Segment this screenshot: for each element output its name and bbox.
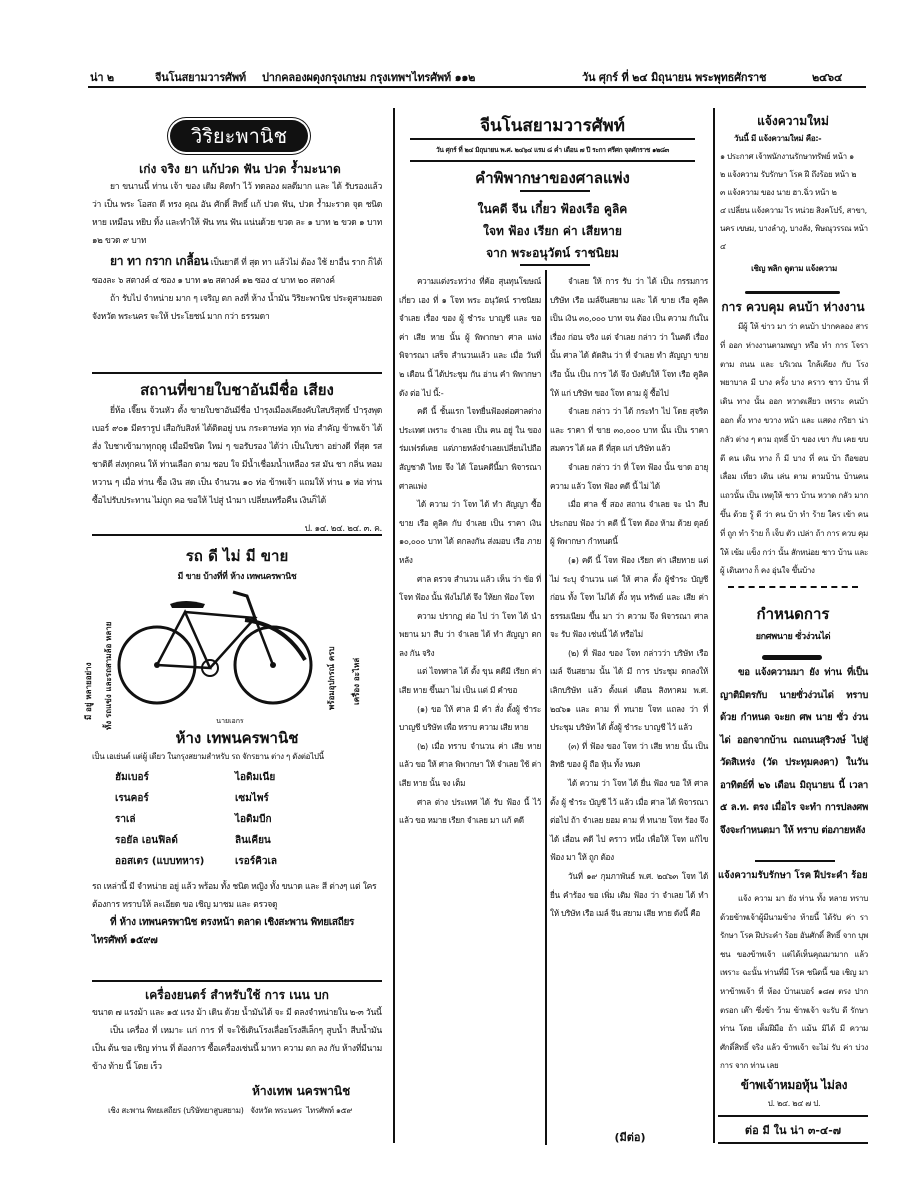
article-para: ได้ ความ ว่า โจท ได้ ทำ สัญญา ซื้อ ขาย เรือ คูลิค กับ จำเลย เป็น ราคา เงิน ๑๐,๐๐๐ บาท ได้ ตกลงกัน ส่งมอบ เรือ ภาย หลัง [399, 499, 541, 565]
header-year: ๒๔๖๔ [812, 71, 843, 84]
madhorse-title: การ ควบคุม คนบ้า ห่างงาน [721, 300, 865, 314]
notice-box [720, 130, 868, 278]
bicycle-side-text-1: มี อยู่ หลายอย่าง [84, 662, 93, 720]
madhorse-body: มีผู้ ให้ ข่าว มา ว่า คนบ้า ปากคลอง สาร ที่ ออก ห่างงานตามพญา หรือ ทำ การ โจรา ตาม ถนน และ บริเวณ ใกล้เคียง กับ โรง พยาบาล มี บาง ครั้ง บาง คราว ชาว บ้าน ที่ เดิน ทาง นั้น ออก หวาดเสียว เพราะ คนบ้า ออก ตั้ง ทาง ขวาง หน้า และ แสดง กริยา น่า กลัว ต่าง ๆ ตาม ฤทธิ์ บ้า ของ เขา กับ เคย ขบ ตี คน เดิน ทาง ก็ มี บาง ที่ คน บ้า ถือขอบเลื่อม เที่ยว เดิน เล่น ตาม ตามบ้าน บ้านคน แถวนั้น เป็น เหตุให้ ชาว บ้าน หวาด กลัว มาก ขึ้น ด้วย รู้ ดี ว่า คน บ้า ทำ ร้าย ใคร เข้า คน ที่ ถูก ทำ ร้าย ก็ เจ็บ ตัว เปล่า ถ้า การ ควบ คุม ให้ เข้ม แข็ง กว่า นั้น สักหน่อย ชาว บ้าน และ ผู้ เดินทาง ก็ คง อุ่นใจ ขึ้นบ้าง [720, 322, 868, 576]
issue-item: (๓) ที่ ฟ้อง ของ โจท ว่า เสีย หาย นั้น เป็น สิทธิ ของ ผู้ ถือ หุ้น ทั้ง หมด [550, 740, 708, 770]
article-sub-1: ในคดี จีน เกี๋ยว ฟ้องเรือ คูลิค [477, 202, 628, 216]
column-divider-2 [545, 270, 547, 1145]
brand-item: ลินเคียน [235, 835, 271, 846]
header-date: วัน ศุกร์ ที่ ๒๔ มิถุนายน พระพุทธศักราช [582, 71, 767, 84]
dateline-rule [410, 160, 695, 162]
engine-ad [92, 1004, 382, 1076]
tea-ad [92, 402, 382, 538]
paper-title: จีนโนสยามวารศัพท์ [480, 116, 625, 136]
madhorse-article [720, 318, 868, 581]
ornament-bar [762, 655, 822, 660]
sub-underline [520, 264, 590, 266]
article-para: ศาล ต่าง ประเทศ ได้ รับ ฟ้อง นี้ ไว้ แล้ว ขอ หมาย เรียก จำเลย มา แก้ คดี [399, 796, 541, 826]
viriya-ad [92, 178, 382, 326]
brand-item: เซมไพร์ [235, 793, 269, 804]
masthead-rule [88, 86, 866, 88]
engine-para-2: เป็น เครื่อง ที่ เหมาะ แก่ การ ที่ จะใช้เดินโรงเลื่อยโรงสีเล็กๆ สูบน้ำ สีบน้ำมัน เป็น ต้น ขอ เชิญ ท่าน ที่ ต้องการ ซื้อเครื่องเช่นนี้ มาหา ความ ตก ลง กับ ห้างที่มีนาม ข้าง ท้าย นี้ โดย เร็ว [92, 1026, 382, 1072]
title-rule [410, 138, 695, 140]
engine-city: จังหวัด พระนคร [250, 1106, 302, 1115]
header-phone: ไทรศัพท์ ๑๑๒ [412, 71, 476, 84]
article-para: จำเลย กล่าว ว่า ได้ กระทำ ไป โดย สุจริต และ ราคา ที่ ขาย ๓๐,๐๐๐ บาท นั้น เป็น ราคา สมควร ได้ ผล ดี ที่สุด แก่ บริษัท แล้ว [550, 406, 708, 454]
section-rule [718, 1142, 868, 1144]
article-para: จำเลย ให้ การ รับ ว่า ได้ เป็น กรรมการ บริษัท เรือ เมล์จีนสยาม และ ได้ ขาย เรือ คูลิค เป็น เงิน ๓๐,๐๐๐ บาท จน ต้อง เป็น ความ กันในเรื่อง ก่อน จริง แต่ จำเลย กล่าว ว่า ในคดี เรื่อง นั้น ศาล ได้ ตัดสิน ว่า ที่ จำเลย ทำ สัญญา ขาย เรือ นั้น เป็น การ ได้ จึง บังคับให้ โจท เรือ คูลิค ให้ แก่ บริษัท ของ โจท ตาม ผู้ ซื้อไป [550, 276, 708, 398]
bicycle-side-text-3: พร้อมอุปกรณ์ ครบ [327, 646, 336, 710]
issue-item: (๑) คดี นี้ โจท ฟ้อง เรียก ค่า เสียหาย แต่ ไม่ ระบุ จำนวน แต่ ให้ ศาล ตั้ง ผู้ชำระ บัญชี ก่อน ทั้ง โจท ไม่ได้ ตั้ง ทุน ทรัพย์ และ เสีย ค่า ธรรมเนียม ขึ้น มา ว่า ความ จึง พิจารณา ศาล จะ รับ ฟ้อง เช่นนี้ ได้ หรือไม่ [550, 554, 708, 640]
clinic-signature: ข้าพเจ้าหมอหุ้น ไม่ลง [740, 1077, 848, 1092]
bicycle-phone: ไทรศัพท์ ๑๕๙๗ [92, 935, 158, 946]
viriya-para-1: ยา ขนานนี้ ท่าน เจ้า ของ เดิม คิดทำ ไว้ ทดลอง ผลดีมาก และ ได้ รับรองแล้วว่า เป็น พระ โอสถ ดี ทรง คุณ อัน ศักดิ์ สิทธิ์ แก้ ปวด ฟัน, ปวด ร้ำมะราด จุด ชนิด หาย เหมือน หยิบ ทิ้ง และทำให้ ฟัน ทน ฟัน แน่นด้วย ขวด ละ ๑ บาท ๒ ขวด ๑ บาท ๑๒ ขวด ๙ บาท [92, 182, 382, 246]
notice-title: แจ้งความใหม่ [757, 114, 829, 128]
article-para: วันที่ ๑๙ กุมภาพันธ์ พ.ศ. ๒๔๖๓ โจท ได้ ยื่น คำร้อง ขอ เพิ่ม เติม ฟ้อง ว่า จำเลย ได้ ทำ ให้ บริษัท เรือ เมล์ จีน สยาม เสีย หาย ดังนี้ คือ [550, 871, 708, 919]
brand-item: ฮัมเบอร์ [115, 772, 149, 783]
section-rule [92, 534, 382, 536]
header-office: ปากคลองผดุงกรุงเกษม กรุงเทพฯ [262, 71, 411, 84]
header-paper-name: จีนโนสยามวารศัพท์ [155, 71, 246, 84]
clinic-title: แจ้งความรับรักษา โรค ฝีประคำ ร้อย [718, 870, 868, 881]
tea-sign: ป. ๑๔. ๒๔. ๒๔. ๓. ค. [304, 524, 382, 534]
funeral-notice [720, 662, 868, 842]
section-rule [92, 980, 382, 982]
notice-item: ๔ เปลี่ยน แจ้งความ ไร หน่วย สิงคโปร์, สาขา, นคร เขษม, บางลำภู, บางลัง, พิษณุวรรณ หน้า ๔ [720, 206, 868, 251]
notice-intro: วันนี้ มี แจ้งความใหม่ คือ:- [734, 134, 822, 143]
article-para: ศาล ตรวจ สำนวน แล้ว เห็น ว่า ข้อ ที่ โจท ฟ้อง นั้น ฟังไม่ได้ จึง ให้ยก ฟ้อง โจท [399, 573, 541, 603]
column-divider-1 [393, 108, 395, 1143]
funeral-body: ขอ แจ้งความมา ยัง ท่าน ที่เป็น ญาติมิตรกับ นายซั่วง่วนได่ ทราบ ด้วย กำหนด จะยก ศพ นาย ซั่ว ง่วนได่ ออกจากบ้าน ณถนนสุริวงษ์ ไปสู่ วัดสิเหร่ง (วัด ประทุมคงคา) ในวันอาทิตย์ที่ ๒๖ เดือน มิถุนายน นี้ เวลา ๕ ล.ท. ตรง เมื่อไร จะทำ การปลงศพ จึงจะกำหนดมา ให้ ทราบ ต่อภายหลัง [720, 667, 868, 836]
funeral-title: กำหนดการ [756, 605, 830, 623]
brand-item: ไอดิมบีก [235, 814, 272, 825]
bicycle-illustration [115, 590, 315, 710]
clinic-notice [720, 890, 868, 1113]
brand-item: เรนคอร์ [115, 793, 149, 804]
notice-item: ๓ แจ้งความ ของ นาย ฮา.ฉิ่ว หน้า ๒ [720, 188, 837, 197]
claim-item: (๑) ขอ ให้ ศาล มี คำ สั่ง ตั้งผู้ ชำระ บาญชี บริษัท เพื่อ ทราบ ความ เสีย หาย [399, 703, 541, 733]
article-para: ความแต่งระหว่าง ที่ค้อ สุนทุนโฆษณ์เกี่ยว เอง ที่ ๑ โจท พระ อนุวัตน์ ราชนิยม จำเลย เรื่อง ของ ผู้ ชำระ บาญชี และ ขอ ค่า เสีย หาย นั้น ผู้ พิพากษา ศาล แพ่ง พิจารณา เสร็จ สำนวนแล้ว และ เมื่อ วันที่ ๒ เดือน นี้ ได้ประชุม กัน อ่าน คำ พิพากษา ดัง ต่อ ไป นี้:- [399, 276, 541, 398]
notice-footer: เชิญ พลิก ดูตาม แจ้งความ [751, 264, 837, 273]
brand-item: ออสเตร (แบบทหาร) [115, 856, 205, 867]
clinic-body: แจ้ง ความ มา ยัง ท่าน ทั้ง หลาย ทราบ ด้วยข้าพเจ้าผู้มีนามข้าง ท้ายนี้ ได้รับ ค่า รา รักษา โรค ฝีประคำ ร้อย อันศักดิ์ สิทธิ์ จาก บุพชน ของข้าพเจ้า แต่ได้เห็นคุณมามาก แล้ว เพราะ ฉะนั้น ท่านที่มี โรค ชนิดนี้ ขอ เชิญ มา หาข้าพเจ้า ที่ ห้อง บ้านเบอร์ ๑๘๗ ตรง ปากตรอก เต๊า ซึ่งข้า ว้าม ข้าพเจ้า จะรับ ดี รักษา ท่าน โดย เต็มฝีมือ ถ้า แม้น มิได้ มี ความ ศักดิ์สิทธิ์ จริง แล้ว ข้าพเจ้า จะไม่ รับ ค่า บ่วง การ จาก ท่าน เลย [720, 894, 868, 1071]
bicycle-title: รถ ดี ไม่ มี ขาย [185, 547, 289, 565]
ornament-rule [728, 586, 858, 590]
article-sub-3: จาก พระอนุวัตน์ ราชนิยม [486, 246, 619, 260]
headline-underline [520, 190, 590, 192]
article-para: แต่ ไจทศาล ได้ ตั้ง ขุน คดีมี เรียก ค่า เสีย หาย ขึ้นมา ไม่ เป็น แต่ มี คำขอ [399, 666, 541, 696]
brand-item: ไอดิมเนีย [235, 772, 276, 783]
article-sub-2: ใจท ฟ้อง เรียก ค่า เสียหาย [483, 224, 622, 238]
article-para: ความ ปรากฏ ต่อ ไป ว่า โจท ได้ นำ พยาน มา สืบ ว่า จำเลย ได้ ทำ สัญญา ตก ลง กัน จริง [399, 610, 541, 658]
bicycle-maker-label: นายเอกร [216, 717, 244, 725]
article-left-column [399, 272, 541, 830]
bicycle-subtitle: มี ขาย บ้างที่ที่ ห้าง เทพนครพานิช [177, 572, 297, 582]
viriya-brand-banner: วิริยะพานิช [170, 120, 308, 152]
article-para: ได้ ความ ว่า โจท ได้ ยื่น ฟ้อง ขอ ให้ ศาล ตั้ง ผู้ ชำระ บัญชี ไว้ แล้ว เมื่อ ศาล ได้ พิจารณา ต่อไป ถ้า จำเลย ยอม ตาม ที่ ทนาย โจท ร้อง จึง ได้ เลื่อน คดี ไป คราว หนึ่ง เพื่อให้ โจท แก้ไข ฟ้อง มา ให้ ถูก ต้อง [550, 778, 708, 863]
viriya-subhead: ยา ทา กราก เกลื้อน [110, 254, 209, 268]
bicycle-side-text-2: ทั้ง รถแข่ง และรถสามล้อ หลาย [104, 621, 113, 730]
viriya-para-3: ถ้า รับไป จำหน่าย มาก ๆ เจริญ ตก ลงที่ ห้าง น้ำมัน วิริยะพานิช ประตูสามยอด จังหวัด พระนคร จะให้ ประโยชน์ มาก กว่า ธรรมดา [92, 294, 382, 322]
viriya-para-2: เป็นยาดี ที่ สุด ทา แล้วไม่ ต้อง ใช้ ยาอื่น ราก ก็ได้ ซองละ ๖ สตางค์ ๔ ซอง ๑ บาท ๑๒ สตางค์ ๑๒ ซอง ๔ บาท ๒๐ สตางค์ [92, 258, 382, 286]
issue-item: (๒) ที่ ฟ้อง ของ โจท กล่าวว่า บริษัท เรือเมล์ จีนสยาม นั้น ได้ มี การ ประชุม ตกลงให้ เลิกบริษัท แล้ว ตั้งแต่ เดือน สิงหาคม พ.ศ. ๒๔๖๑ และ ตาม ที่ ทนาย โจท แถลง ว่า ที่ ประชุม บริษัท ได้ ตั้งผู้ ชำระ บาญชี ไว้ แล้ว [550, 647, 708, 733]
bicycle-footer [92, 878, 382, 950]
bicycle-para: รถ เหล่านี้ มี จำหน่าย อยู่ แล้ว พร้อม ทั้ง ชนิด หญิง ทั้ง ขนาด และ สี ต่างๆ แต่ ใคร ต้องการ ทราบให้ ละเอียด ขอ เชิญ มาชม และ ตรวจดู [92, 882, 377, 910]
clinic-sign-code: ป. ๒๔. ๒๔ ๗ ป. [767, 1098, 821, 1108]
engine-contact [108, 1102, 388, 1120]
ornament-rule [745, 291, 840, 294]
notice-item: ๒ แจ้งความ รับรักษา โรค ฝี ถึงร้อย หน้า ๒ [720, 170, 857, 179]
notice-item: ๑ ประกาศ เจ้าพนักงานรักษาทรัพย์ หน้า ๑ [720, 152, 854, 161]
column-divider-3 [713, 108, 715, 1143]
section-rule [718, 1115, 868, 1117]
engine-para-1: ขนาด ๗ แรงม้า และ ๑๕ แรง ม้า เดิน ด้วย น้ำมันได้ จะ มี ตลงจำหน่ายใน ๒-๓ วันนี้ [92, 1008, 382, 1018]
continued-note: ต่อ มี ใน น่า ๓-๔-๗ [744, 1124, 842, 1137]
bicycle-address: ที่ ห้าง เทพนครพานิช ตรงหน้า ตลาด เชิงสะพาน พิทยเสถียร [110, 917, 355, 928]
bicycle-intro: เป็น เอเย่นต์ แต่ผู้ เดียว ในกรุงสยามสำหรับ รถ จักรยาน ต่าง ๆ ดังต่อไปนี้ [92, 752, 324, 761]
bicycle-side-text-4: เครื่อง อะไหล่ [352, 657, 361, 705]
dateline: วัน ศุกร์ ที่ ๒๔ มิถุนายน พ.ศ. ๒๔๖๔ แรม ๘ ค่ำ เดือน ๗ ปี ระกา ศรีศก จุลศักราช ๑๒๘๓ [435, 146, 669, 154]
continued-label: (มีต่อ) [600, 1128, 660, 1146]
tea-body: ยี่ห้อ เจี๊ยน จ้วนหัว ตั้ง ขายใบชาอันมีชื่อ บำรุงเมืองเคียงคับใสบริสุทธิ์ บำรุงพุดเบอร์ ๙๐๑ มีตรารูป เสือกับสิงห์ ได้ติดอยู่ บน กระดาษห่อ ทุก ห่อ สำคัญ ข้าพเจ้า ได้สั่ง ใบชาเข้ามาทุกฤดู เมื่อมีชนิด ใหม่ ๆ ขอรับรอง ได้ว่า เป็นใบชา อย่างดี ที่สุด รส ชาติดี ส่งทุกคน ให้ ท่านเลือก ตาม ชอบ ใจ มีน้ำเชื่อมน้ำเหลือง รส มัน ชา กลิ่น หอมหวาน ๆ เมื่อ ท่าน ซื้อ เงิน สด เป็น จำนวน ๑๐ ห่อ ข้าพเจ้า แถมให้ ท่าน ๑ ห่อ ท่านซื้อไปรับประทาน ไม่ถูก คอ ขอให้ ไปสู่ นำมา เปลี่ยนหรือคืน เงินก็ได้ [92, 406, 382, 506]
brand-item: ราเล่ [115, 814, 136, 825]
article-para: เมื่อ ศาล ชี้ สอง สถาน จำเลย จะ นำ สืบ ประกอบ ฟ้อง ว่า คดี นี้ โจท ต้อง ห้าม ด้วย ดุลย์ ผู้ พิพากษา กำหนดนี้ [550, 499, 708, 547]
claim-item: (๒) เมื่อ ทราบ จำนวน ค่า เสีย หาย แล้ว ขอ ให้ ศาล พิพากษา ให้ จำเลย ใช้ ค่า เสีย หาย นั้น จง เต็ม [399, 740, 541, 789]
article-headline: คำพิพากษาของศาลแพ่ง [475, 169, 630, 187]
bicycle-icon [115, 590, 315, 710]
article-para: คดี นี้ ชั้นแรก ไจทยื่นฟ้องต่อศาลต่าง ประเทศ เพราะ จำเลย เป็น คน อยู่ ใน ของ ร่มเฟรต์เคย แต่ภายหลังจำเลยเปลี่ยนไปถือ สัญชาติ ไทย จึง ได้ โอนคดีนี้มา พิจารณาศาลแพ่ง [399, 406, 541, 491]
brand-item: รอยัล เอนฟิลด์ [115, 835, 178, 846]
funeral-subtitle: ยกศพนาย ซั่วง่วนได่ [755, 632, 831, 642]
tea-title: สถานที่ขายใบชาอันมีชื่อ เสียง [140, 381, 334, 399]
viriya-headline: เก่ง จริง ยา แก้ปวด ฟัน ปวด ร้ำมะนาด [139, 162, 341, 176]
engine-title: เครื่องยนตร์ สำหรับใช้ การ เนน บก [145, 988, 329, 1002]
page-number: น่า ๒ [90, 71, 114, 84]
bicycle-brand-list [115, 770, 355, 869]
engine-phone: ไทรศัพท์ ๑๕๙ [306, 1106, 353, 1115]
engine-address: เชิง สะพาน พิทยเสถียร (บริษัทยาสูบสยาม) [108, 1106, 244, 1115]
article-right-column [550, 272, 708, 923]
brand-item: เรอร์คิวเล [235, 856, 278, 867]
engine-company: ห้างเทพ นครพานิช [252, 1084, 351, 1098]
section-rule [92, 372, 382, 374]
bicycle-store-name: ห้าง เทพนครพานิช [175, 729, 299, 747]
article-para: จำเลย กล่าว ว่า ที่ โจท ฟ้อง นั้น ขาด อายุ ความ แล้ว โจท ฟ้อง คดี นี้ ไม่ ได้ [550, 461, 708, 491]
section-rule [755, 860, 835, 862]
